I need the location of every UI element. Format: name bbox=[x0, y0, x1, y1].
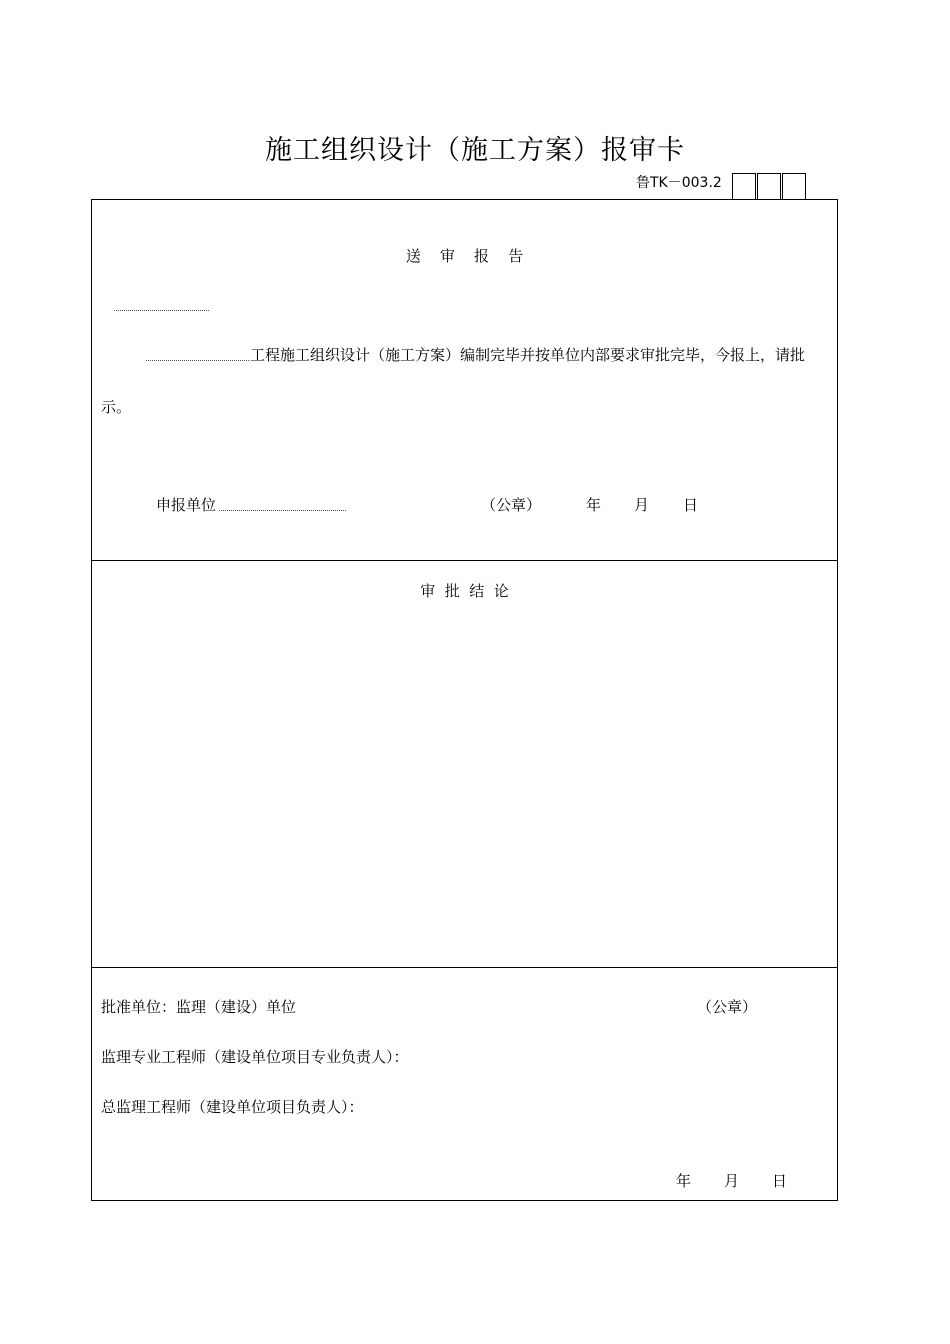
report-seal-label: （公章） bbox=[481, 496, 542, 514]
approval-seal-label: （公章） bbox=[697, 998, 758, 1016]
page-title: 施工组织设计（施工方案）报审卡 bbox=[265, 135, 685, 166]
approver-label: 批准单位：监理（建设）单位 bbox=[101, 998, 297, 1016]
form-code-box-2[interactable] bbox=[757, 173, 781, 200]
report-section bbox=[92, 200, 837, 561]
report-day-label: 日 bbox=[683, 496, 699, 514]
report-body-line2: 示。 bbox=[101, 398, 132, 416]
addressee-blank[interactable] bbox=[114, 310, 209, 311]
applicant-blank[interactable] bbox=[219, 510, 346, 511]
approval-month-label: 月 bbox=[724, 1172, 740, 1190]
approval-year-label: 年 bbox=[676, 1172, 692, 1190]
conclusion-input-area[interactable] bbox=[102, 621, 827, 951]
form-table bbox=[91, 199, 838, 1201]
applicant-label: 申报单位 bbox=[156, 496, 217, 514]
project-name-blank[interactable] bbox=[146, 360, 249, 361]
report-heading: 送 审 报 告 bbox=[405, 247, 524, 265]
conclusion-heading: 审 批 结 论 bbox=[420, 582, 509, 600]
approval-section bbox=[92, 968, 837, 1200]
form-code: 鲁TK－003.2 bbox=[636, 175, 722, 191]
form-code-box-3[interactable] bbox=[782, 173, 806, 200]
chief-engineer-label: 总监理工程师（建设单位项目负责人）： bbox=[101, 1098, 364, 1116]
engineer-label: 监理专业工程师（建设单位项目专业负责人）： bbox=[101, 1048, 409, 1066]
report-body-line1: 工程施工组织设计（施工方案）编制完毕并按单位内部要求审批完毕，今报上，请批 bbox=[250, 346, 806, 364]
form-code-box-1[interactable] bbox=[732, 173, 756, 200]
report-month-label: 月 bbox=[634, 496, 650, 514]
approval-day-label: 日 bbox=[772, 1172, 788, 1190]
report-year-label: 年 bbox=[586, 496, 602, 514]
conclusion-section bbox=[92, 561, 837, 968]
